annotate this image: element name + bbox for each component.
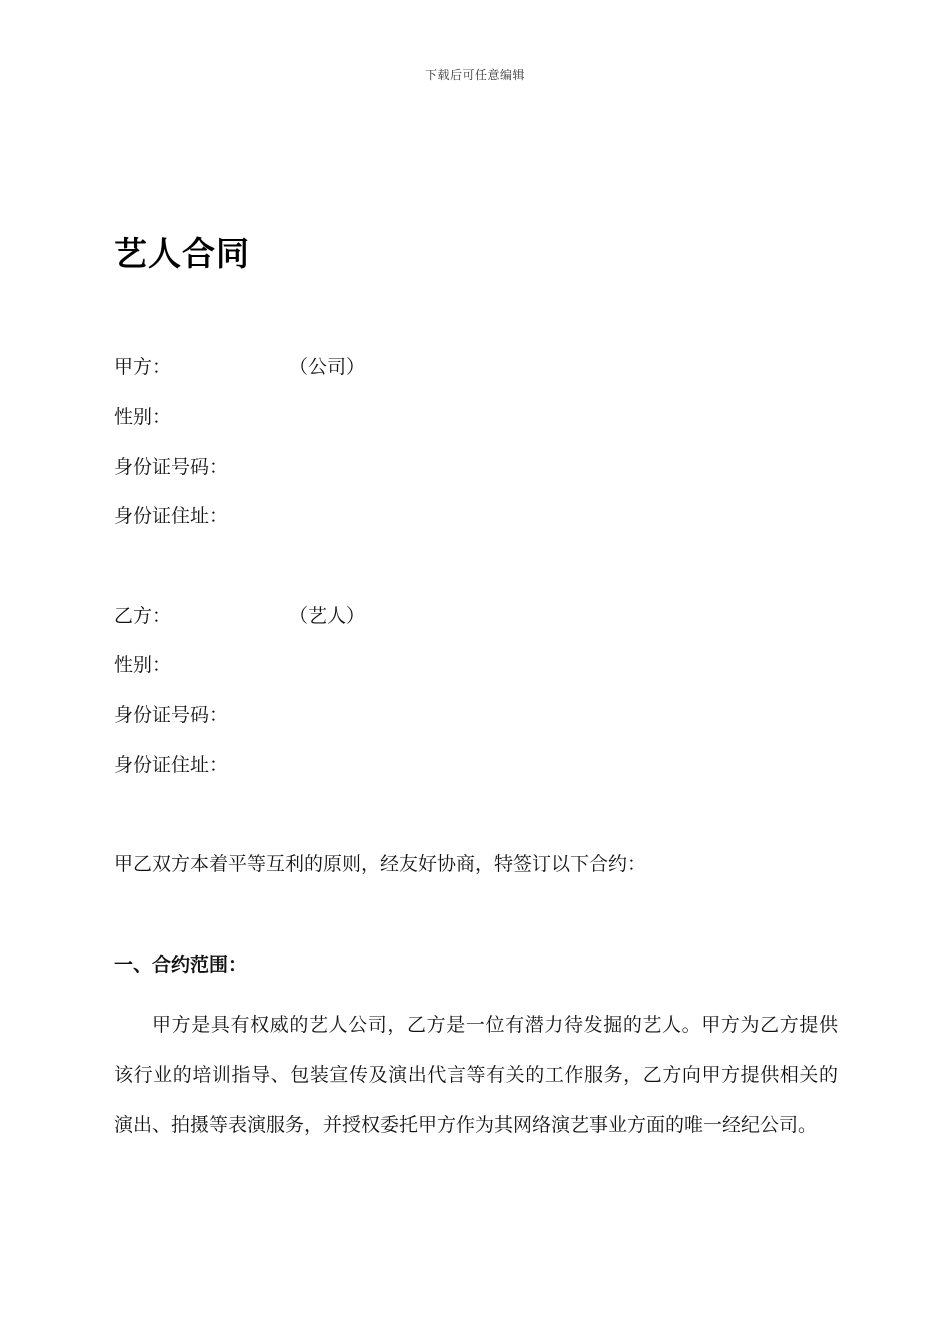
party-a-id-number-label: 身份证号码： [114, 456, 229, 478]
section-1-paragraph [114, 1000, 838, 1150]
document-title: 艺人合同 [114, 234, 250, 273]
intro-paragraph: 甲乙双方本着平等互利的原则，经友好协商，特签订以下合约： [114, 853, 647, 875]
party-b-name-field [114, 604, 366, 628]
header-note: 下载后可任意编辑 [424, 68, 525, 82]
party-a-name-suffix: （公司） [289, 356, 366, 378]
party-b-gender-label: 性别： [114, 654, 172, 676]
party-b-id-number-label: 身份证号码： [114, 704, 229, 726]
section-1-heading: 一、合约范围： [114, 954, 248, 976]
party-a-name-label: 甲方： [114, 356, 172, 378]
party-b-name-suffix: （艺人） [289, 605, 366, 627]
party-a-id-address-label: 身份证住址： [114, 505, 229, 527]
party-a-name-field [114, 355, 366, 379]
paragraph-line: 甲方是具有权威的艺人公司，乙方是一位有潜力待发掘的艺人。甲方为乙方提供 [152, 1014, 838, 1036]
paragraph-line: 该行业的培训指导、包装宣传及演出代言等有关的工作服务，乙方向甲方提供相关的 [114, 1064, 838, 1086]
party-a-gender-label: 性别： [114, 406, 172, 428]
paragraph-line: 演出、拍摄等表演服务，并授权委托甲方作为其网络演艺事业方面的唯一经纪公司。 [114, 1114, 818, 1136]
party-b-name-label: 乙方： [114, 605, 172, 627]
party-b-id-address-label: 身份证住址： [114, 754, 229, 776]
